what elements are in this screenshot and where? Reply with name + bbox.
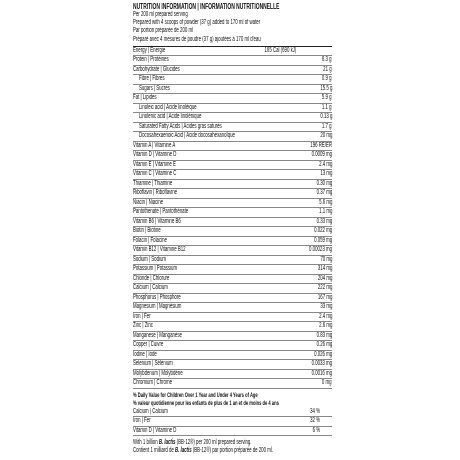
nutrient-row [133, 218, 332, 228]
nutrient-row-label: Zinc | Zinc [133, 322, 153, 330]
nutrient-row-value: 0.022 mg [313, 227, 332, 235]
nutrient-row-label: Calcium | Calcium [133, 284, 168, 292]
nutrient-row [133, 275, 332, 285]
nutrient-row-label: Biotin | Biotine [133, 227, 161, 235]
nutrient-list [133, 56, 332, 389]
nutrient-row-label: Iron | Fer [133, 312, 151, 320]
nutrient-row-value: 33 mg [319, 303, 332, 311]
nutrient-row [133, 332, 332, 342]
nutrient-row [133, 284, 332, 294]
nutrient-row-value: 5.6 mg [318, 198, 332, 206]
nutrient-row [133, 379, 332, 389]
daily-value-row [133, 408, 332, 418]
nutrient-row-value: 0.0033 mg [311, 360, 332, 368]
nutrient-row-value: 6.3 g [322, 56, 332, 64]
nutrient-row-value: 196 RE/ER [310, 141, 332, 149]
nutrient-row [133, 104, 332, 114]
nutrient-row [133, 370, 332, 380]
nutrient-row [133, 322, 332, 332]
nutrient-row-label: Vitamin A | Vitamine A [133, 141, 176, 149]
nutrient-row-value: 2.4 mg [318, 160, 332, 168]
nutrient-row-label: Docosahexaenoic Acid | Acide docosahexanoïque [139, 132, 235, 140]
nutrient-row-value: 0.059 mg [313, 236, 332, 244]
nutrient-row-label: Linoleic acid | Acide linoléique [139, 103, 197, 111]
nutrient-row-value: 0.37 mg [316, 189, 332, 197]
nutrient-row [133, 85, 332, 95]
nutrient-row [133, 151, 332, 161]
nutrient-row-label: Vitamin D | Vitamine D [133, 151, 177, 159]
daily-value-list [133, 408, 332, 437]
daily-value-row [133, 427, 332, 437]
nutrient-row [133, 170, 332, 180]
nutrient-row-label: Vitamin B6 | Vitamine B6 [133, 217, 181, 225]
daily-value-row-label: Vitamin D | Vitamine D [133, 426, 177, 434]
nutrient-row-label: Magnesium | Magnésium [133, 303, 182, 311]
nutrient-row-value: 1.7 g [322, 122, 332, 130]
nutrient-row-label: Thiamine | Thiamine [133, 179, 173, 187]
energy-label: Energy | Énergie [133, 46, 166, 54]
daily-value-row [133, 417, 332, 427]
nutrient-row-label: Iodine | Iode [133, 350, 157, 358]
nutrient-row [133, 180, 332, 190]
nutrient-row [133, 66, 332, 76]
nutrient-row-value: 13 mg [319, 170, 332, 178]
energy-value: 165 Cal (690 kJ) [264, 46, 296, 54]
nutrient-row-value: 0.83 mg [316, 331, 332, 339]
nutrient-row [133, 256, 332, 266]
nutrient-row [133, 75, 332, 85]
nutrient-row-value: 2.6 mg [318, 322, 332, 330]
nutrient-row-value: 1.1 mg [318, 208, 332, 216]
nutrient-row-value: 2.4 mg [318, 312, 332, 320]
nutrient-row [133, 341, 332, 351]
nutrient-row [133, 360, 332, 370]
nutrient-row-label: Niacin | Niacine [133, 198, 164, 206]
nutrient-row-value: 20 mg [319, 132, 332, 140]
nutrient-row [133, 161, 332, 171]
daily-value-row-value: 6 % [312, 426, 320, 434]
nutrient-row-value: 167 mg [317, 293, 332, 301]
nutrient-row-label: Protein | Protéines [133, 56, 169, 64]
nutrient-row-value: 0.026 mg [313, 350, 332, 358]
nutrient-row-label: Vitamin B12 | Vitamine B12 [133, 246, 186, 254]
daily-value-row-label: Iron | Fer [133, 417, 151, 425]
nutrient-row-label: Phosphorus | Phosphore [133, 293, 181, 301]
preparation-en: Prepared with 4 scoops of powder (37 g) added to 170 ml of water [133, 19, 261, 27]
nutrient-row-label: Potassium | Potassium [133, 265, 178, 273]
nutrient-row-value: 0.9 g [322, 75, 332, 83]
nutrient-row-label: Selenium | Sélénium [133, 360, 173, 368]
nutrient-row-value: 0.0009 mg [311, 151, 332, 159]
nutrient-row [133, 208, 332, 218]
nutrient-row-value: 0.33 mg [316, 217, 332, 225]
nutrient-row [133, 123, 332, 133]
nutrient-row-label: Saturated Fatty Acids | Acides gras saturés [139, 122, 222, 130]
nutrient-row-label: Sodium | Sodium [133, 255, 166, 263]
nutrient-row-label: Chloride | Chlorure [133, 274, 170, 282]
nutrient-row-label: Fat | Lipides [133, 94, 157, 102]
nutrient-row [133, 227, 332, 237]
nutrient-row-label: Riboflavin | Riboflavine [133, 189, 178, 197]
nutrient-row [133, 294, 332, 304]
daily-value-heading-fr: % valeur quotidienne pour les enfants de plus de 1 an et de moins de 4 ans [133, 399, 279, 407]
nutrition-facts-panel [133, 2, 332, 456]
nutrient-row-value: 0.00023 mg [309, 246, 332, 254]
daily-value-row-value: 32 % [310, 417, 320, 425]
serving-size-fr: Par portion préparée de 200 ml [133, 27, 194, 35]
nutrient-row [133, 113, 332, 123]
nutrient-row-value: 5.9 g [322, 94, 332, 102]
nutrient-row [133, 94, 332, 104]
nutrient-row-label: Pantothenate | Pantothénate [133, 208, 189, 216]
nutrient-row [133, 56, 332, 66]
nutrient-row [133, 142, 332, 152]
footnote-en: With 1 billion B. lactis (BB-12®) per 200 ml prepared serving. [133, 439, 252, 447]
nutrient-row-value: 204 mg [317, 274, 332, 282]
nutrient-row-value: 0.13 g [319, 113, 332, 121]
nutrient-row [133, 303, 332, 313]
nutrient-row-label: Chromium | Chrome [133, 379, 172, 387]
nutrient-row-value: 0.0016 mg [311, 369, 332, 377]
nutrient-row [133, 132, 332, 142]
nutrient-row-value: 1.1 g [322, 103, 332, 111]
nutrient-row-value: 21 g [323, 65, 332, 73]
energy-row [133, 47, 332, 57]
footnote-fr: Contient 1 milliard de B. lactis (BB-12®) par portion préparée de 200 ml. [133, 447, 273, 455]
nutrient-row-value: 314 mg [317, 265, 332, 273]
nutrient-row-label: Linolenic acid | Acide linolénique [139, 113, 202, 121]
nutrient-row [133, 265, 332, 275]
nutrient-row-value: 222 mg [317, 284, 332, 292]
nutrient-row-label: Copper | Cuivre [133, 341, 164, 349]
daily-value-row-label: Calcium | Calcium [133, 407, 168, 415]
nutrient-row [133, 199, 332, 209]
nutrient-row [133, 351, 332, 361]
nutrient-row-label: Fibre | Fibres [139, 75, 165, 83]
nutrient-row-value: 0.26 mg [316, 341, 332, 349]
daily-value-heading-en: % Daily Value for Children Over 1 Year and Under 4 Years of Age [133, 391, 258, 399]
nutrient-row-label: Vitamin E | Vitamine E [133, 160, 176, 168]
nutrient-row-label: Sugars | Sucres [139, 84, 170, 92]
nutrient-row [133, 246, 332, 256]
nutrient-row [133, 189, 332, 199]
nutrient-row [133, 313, 332, 323]
nutrient-row-label: Manganese | Manganèse [133, 331, 182, 339]
nutrient-row [133, 237, 332, 247]
nutrient-row-label: Molybdenum | Molybdène [133, 369, 183, 377]
daily-value-row-value: 34 % [310, 407, 320, 415]
nutrient-row-value: 15.5 g [319, 84, 332, 92]
nutrient-row-label: Carbohydrate | Glucides [133, 65, 180, 73]
nutrient-row-label: Folacin | Folacine [133, 236, 167, 244]
nutrient-row-value: 70 mg [319, 255, 332, 263]
panel-title: NUTRITION INFORMATION | INFORMATION NUTRITIONNELLE [133, 2, 280, 11]
nutrient-row-label: Vitamin C | Vitamine C [133, 170, 177, 178]
serving-size-en: Per 200 ml prepared serving [133, 11, 188, 18]
nutrient-row-value: 0.30 mg [316, 179, 332, 187]
preparation-fr: Préparé avec 4 mesures de poudre (37 g) ajoutées à 170 ml d'eau [133, 35, 261, 43]
nutrient-row-value: 0 mg [322, 379, 332, 387]
